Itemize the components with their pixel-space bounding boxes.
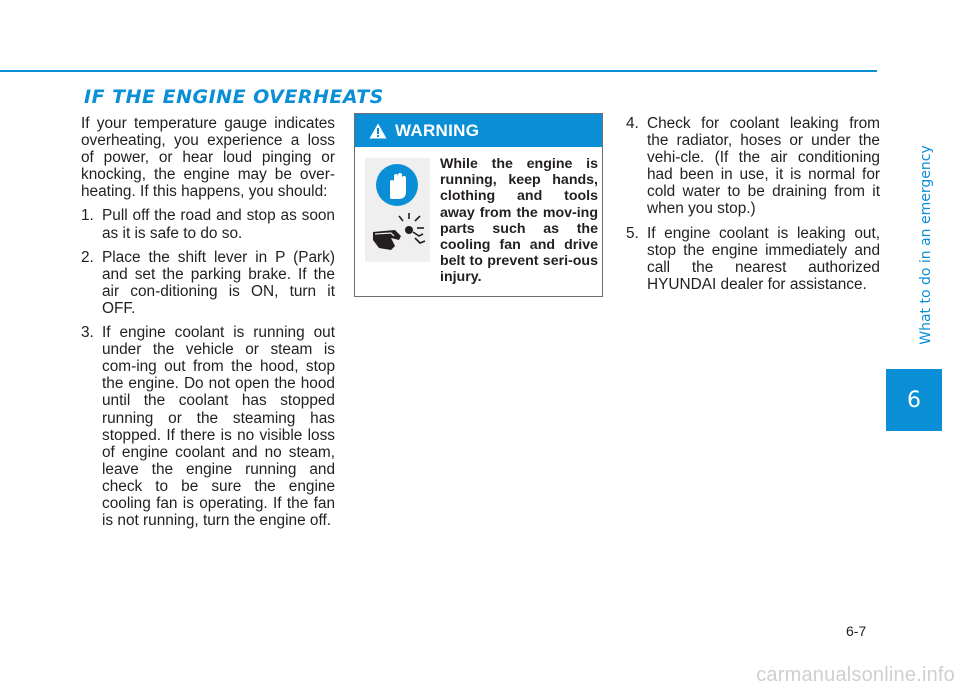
left-column	[81, 115, 335, 536]
intro-paragraph: If your temperature gauge indicates overheating, you experience a loss of power, or hear loud pinging or knocking, the engine may be over-heating. If this happens, you should:	[81, 115, 335, 201]
chapter-label: What to do in an emergency	[918, 145, 934, 345]
step-text: Place the shift lever in P (Park) and set the parking brake. If the air con-ditioning is ON, turn it OFF.	[102, 248, 335, 317]
step-text: If engine coolant is running out under the vehicle or steam is com-ing out from the hood, stop the engine. Do not open the hood until the coolant has stopped running or the steaming has stopped. If there is no visible loss of engine coolant and no steam, leave the engine running and check to be sure the engine cooling fan is operating. If the fan is not running, turn the engine off.	[102, 324, 335, 530]
step-number: 5.	[626, 224, 639, 242]
step-number: 1.	[81, 207, 94, 225]
step-text: Check for coolant leaking from the radiator, hoses or under the vehi-cle. (If the air conditioning had been in use, it is normal for cold water to be draining from it when you stop.)	[647, 115, 880, 218]
list-item	[81, 324, 335, 529]
chapter-tab[interactable]: 6	[886, 369, 942, 431]
list-item	[81, 249, 335, 317]
right-column	[626, 115, 880, 300]
header-rule	[0, 70, 877, 72]
page-number: 6-7	[846, 623, 867, 639]
warning-box	[354, 113, 603, 297]
stop-hand-icon	[365, 158, 430, 210]
fan-hand-hazard-icon	[365, 210, 430, 262]
step-number: 4.	[626, 115, 639, 132]
step-number: 2.	[81, 248, 94, 266]
warning-triangle-icon	[369, 123, 387, 139]
step-number: 3.	[81, 324, 94, 342]
list-item	[626, 225, 880, 293]
warning-text: While the engine is running, keep hands, clothing and tools away from the mov-ing parts such as the cooling fan and drive belt to prevent seri-ous injury.	[440, 156, 598, 286]
watermark: carmanualsonline.info	[756, 664, 955, 686]
warning-icon-panel	[365, 158, 430, 262]
warning-title: WARNING	[395, 120, 480, 140]
warning-header	[355, 114, 602, 147]
step-text: If engine coolant is leaking out, stop the engine immediately and call the nearest authorized HYUNDAI dealer for assistance.	[647, 224, 880, 293]
list-item	[626, 115, 880, 218]
chapter-sidebar	[886, 0, 960, 689]
list-item	[81, 207, 335, 241]
section-title: IF THE ENGINE OVERHEATS	[84, 86, 384, 108]
step-text: Pull off the road and stop as soon as it is safe to do so.	[102, 207, 335, 242]
